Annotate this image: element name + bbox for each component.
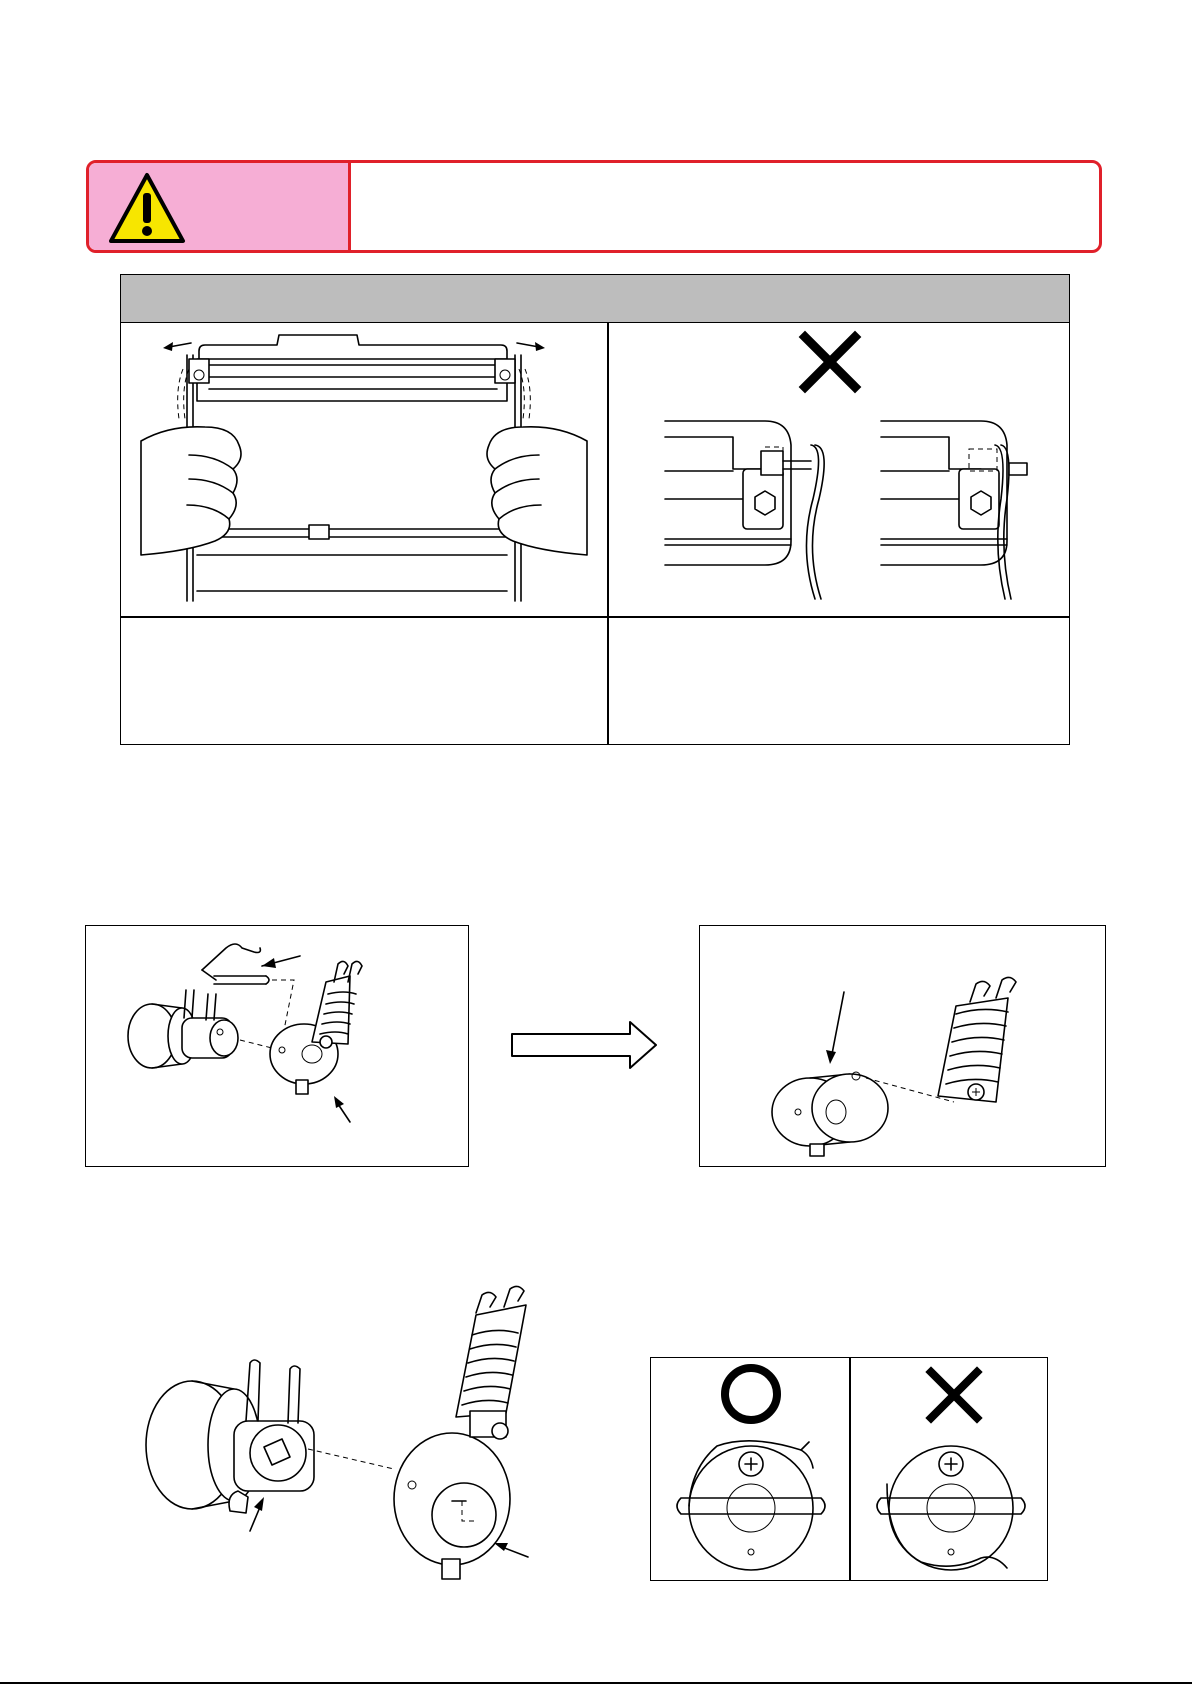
spring-assembly-drawing: [86, 926, 470, 1168]
caution-banner: [86, 160, 1102, 253]
circle-o-icon: [725, 1368, 777, 1420]
table-divider: [607, 323, 609, 744]
caution-label-panel: [89, 163, 351, 250]
warning-triangle-icon: [107, 171, 187, 247]
spring-assembly-figure: [85, 925, 469, 1167]
collar-removed-figure: [699, 925, 1106, 1167]
comparison-table: [120, 274, 1070, 745]
page-bottom-rule: [0, 1682, 1192, 1684]
x-mark-icon: [931, 1372, 977, 1418]
right-arrow-icon: [510, 1020, 660, 1070]
collar-removed-drawing: [700, 926, 1107, 1168]
x-mark-icon: [805, 337, 855, 387]
incorrect-bending-figure: [615, 329, 1065, 613]
hands-bending-frame-figure: [129, 329, 599, 613]
table-divider: [121, 616, 1069, 618]
correct-vs-wrong-figure: [650, 1357, 1048, 1581]
comparison-table-header: [121, 275, 1069, 323]
notch-alignment-figure: [130, 1335, 600, 1605]
figure-divider: [849, 1358, 851, 1580]
